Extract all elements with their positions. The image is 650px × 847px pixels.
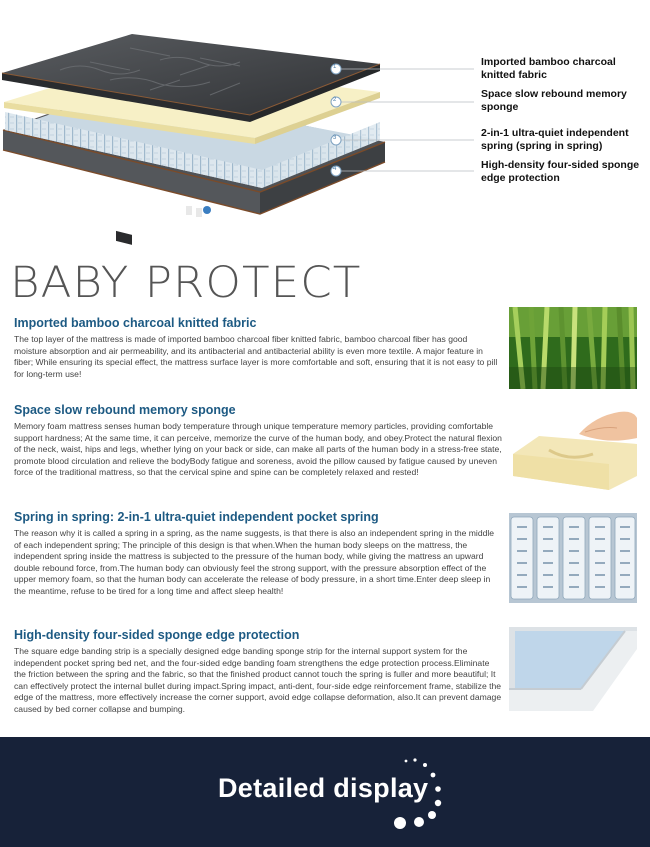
pocket-spring-photo-icon	[509, 513, 637, 603]
section-body: The reason why it is called a spring in a spring, as the name suggests, is that there is also an independent spring in the middle of each independent spring; The principle of this design is that when.When the human body sleeps on the mattress, the independent spring inside the mattress is subjected to the pressure of the human body, while giving the mattress an upward double rebound force, from.The human body can obviously feel the strong support, with the pressure absorption effect of the upper memory foam, so that the human body can accelerate the release of body pressure, in a short time.Enter deep sleep in the meantime, refuse to be tired for a long time and affect sleep health!	[14, 528, 495, 596]
mattress-layers-hero	[0, 0, 650, 250]
callout-number-1: 1	[333, 64, 337, 70]
section-body: The square edge banding strip is a specially designed edge banding sponge strip for the internal support system for the independent pocket spring bed net, and the four-sided edge banding foam strengthens the edge protection process.Eliminate the friction between the spring and the fabric, so that the finished product cannot touch the spring is fuller and more beautiful; It can effectively protect the internal bullet during impact.Spring impact, anti-dent, four-side edge reinforcement frame, stabilize the edge of the mattress, more effectively increase the corner support, avoid edge collapse deformation, also.It can prevent damage caused by bed corner collapse and bumping.	[14, 646, 502, 714]
callout-edge-protection: High-density four-sided sponge edge protection	[481, 159, 640, 184]
dots-decoration-icon	[388, 755, 448, 835]
callout-fabric: Imported bamboo charcoal knitted fabric	[481, 56, 616, 81]
footer-title: Detailed display	[218, 773, 429, 803]
section-pocket-spring	[14, 510, 502, 598]
bamboo-photo-icon	[509, 307, 637, 389]
callout-memory-sponge: Space slow rebound memory sponge	[481, 88, 627, 113]
section-heading: High-density four-sided sponge edge protection	[14, 628, 300, 642]
memory-foam-photo-icon	[509, 406, 637, 490]
footer-banner	[0, 737, 650, 847]
section-body: The top layer of the mattress is made of imported bamboo charcoal fiber knitted fabric, bamboo charcoal fiber has good moisture absorption and air permeability, and its antibacterial and antibacterial ability is even more textile. A major feature in fiber; While ensuring its special effect, the mattress surface layer is more comfortable and soft, ensuring that it is not easy to pill for long-term use!	[14, 334, 498, 379]
section-edge-protection	[14, 628, 502, 716]
mattress-diagram-icon	[0, 0, 650, 250]
edge-sponge-photo-icon	[509, 627, 637, 711]
section-memory-sponge	[14, 403, 502, 479]
section-heading: Spring in spring: 2-in-1 ultra-quiet independent pocket spring	[14, 510, 379, 524]
callout-number-4: 4	[333, 166, 337, 172]
callout-number-2: 2	[333, 97, 337, 103]
section-bamboo-fabric	[14, 316, 502, 380]
section-heading: Imported bamboo charcoal knitted fabric	[14, 316, 257, 330]
callout-number-3: 3	[333, 135, 337, 141]
section-body: Memory foam mattress senses human body temperature through unique temperature memory particles, providing comfortable support hardness; At the same time, it can perceive, memorize the curve of the human body, and obey.Protect the natural flexion of the neck, waist, hips and legs, whether lying on your back or side, can make all parts of the human body in a stress-free state, promote blood circulation and relieve the bodyBody fatigue and soreness, avoid the pillow caused by fatigue caused by uneven force of the traditional mattress, so that the cervical spine and spine can be completely relaxed and rested!	[14, 421, 502, 478]
callout-spring: 2-in-1 ultra-quiet independent spring (spring in spring)	[481, 127, 629, 152]
section-heading: Space slow rebound memory sponge	[14, 403, 236, 417]
page-title: BABY PROTECT	[10, 258, 362, 308]
